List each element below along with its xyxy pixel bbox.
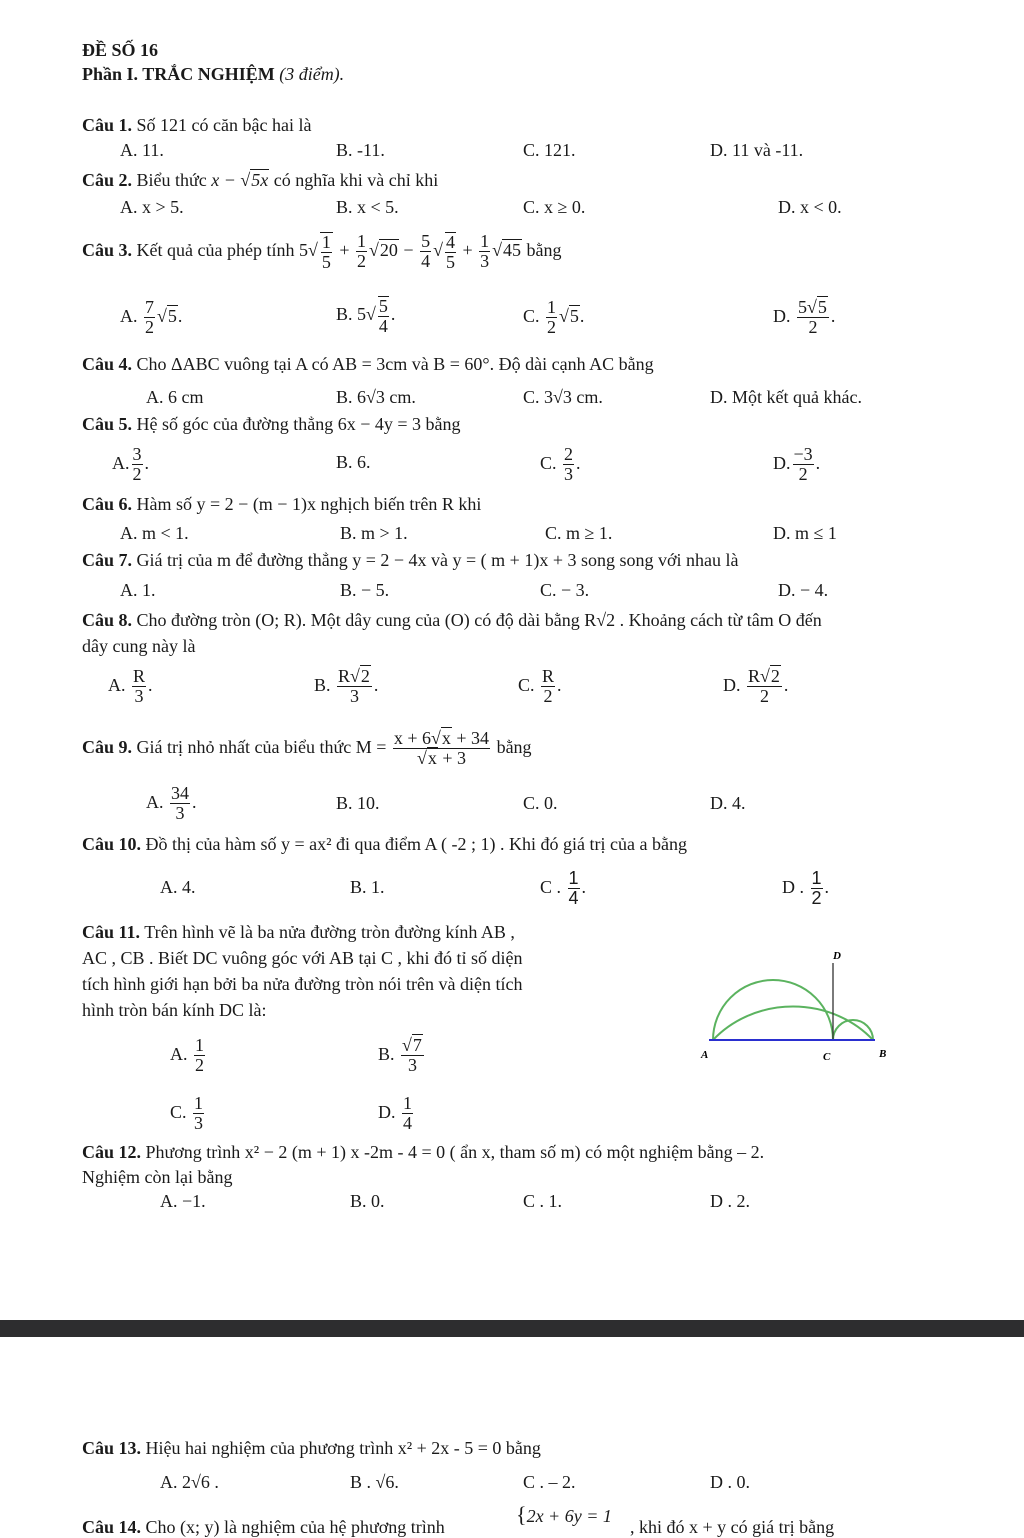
q1-option-d: D. 11 và -11. (710, 140, 804, 160)
q13-option-c: C . – 2. (523, 1472, 576, 1492)
q10-option-a: A. 4. (160, 877, 196, 897)
q9-option-d: D. 4. (710, 793, 746, 813)
q2-option-c: C. x ≥ 0. (523, 197, 586, 217)
q9-expression: $\frac{x + 6√x + 34}{√x + 3}$ (393, 728, 490, 769)
q9-option-a: A. $\frac{34}{3}$ . (146, 783, 197, 824)
question-2: Câu 2. Biểu thức x − √5x có nghĩa khi và chỉ khi (82, 170, 439, 190)
q10-option-d: D . $\frac{1}{2}$ . (782, 868, 830, 909)
q5-option-a: A. $\frac{3}{2}$ . (112, 444, 149, 485)
q7-option-a: A. 1. (120, 580, 156, 600)
question-1: Câu 1. Số 121 có căn bậc hai là (82, 115, 312, 135)
q8-option-b: B. $\frac{R√2}{3}$ . (314, 666, 379, 707)
question-7: Câu 7. Giá trị của m để đường thẳng y = 2 − 4x và y = ( m + 1)x + 3 song song với nhau là (82, 550, 739, 570)
q3-option-c: C. $\frac{1}{2}$ √5. (523, 297, 585, 338)
q4-option-a: A. 6 cm (146, 387, 204, 407)
q7-option-c: C. − 3. (540, 580, 590, 600)
q8-option-a: A. $\frac{R}{3}$ . (108, 666, 153, 707)
label-a: A (701, 1049, 709, 1061)
q11-option-c: C. $\frac{1}{3}$ (170, 1093, 204, 1134)
q12-option-c: C . 1. (523, 1191, 563, 1211)
q3-option-b: B. 5√ $\frac{5}{4}$ . (336, 295, 396, 336)
q2-option-a: A. x > 5. (120, 197, 184, 217)
q7-option-d: D. − 4. (778, 580, 829, 600)
q2-option-d: D. x < 0. (778, 197, 842, 217)
q3-expression: 5√ $\frac{1}{5}$ + $\frac{1}{2}$ √20 − $\frac{5}{4}$ √ $\frac{4}{5}$ + $\frac{1}{3}$ √45 (298, 231, 521, 272)
q11-option-a: A. $\frac{1}{2}$ (170, 1035, 204, 1076)
q5-option-b: B. 6. (336, 452, 371, 472)
q4-option-b: B. 6√3 cm. (336, 387, 416, 407)
semicircles-figure (695, 945, 895, 1065)
q11-option-b: B. $\frac{√7}{3}$ (378, 1035, 422, 1076)
q12-option-d: D . 2. (710, 1191, 750, 1211)
label-c: C (823, 1051, 831, 1063)
q13-option-a: A. 2√6 . (160, 1472, 219, 1492)
label-b: B (879, 1048, 887, 1060)
page-divider (0, 1320, 1024, 1337)
q13-option-d: D . 0. (710, 1472, 750, 1492)
semicircle-ab (713, 1007, 873, 1040)
q12-option-b: B. 0. (350, 1191, 385, 1211)
q6-option-d: D. m ≤ 1 (773, 523, 837, 543)
q2-expression: x − √5x (211, 170, 269, 190)
q8-option-c: C. $\frac{R}{2}$ . (518, 666, 562, 707)
question-13: Câu 13. Hiệu hai nghiệm của phương trình x² + 2x - 5 = 0 bằng (82, 1438, 541, 1458)
q1-option-b: B. -11. (336, 140, 385, 160)
q4-option-d: D. Một kết quả khác. (710, 387, 862, 407)
q3-option-a: A. $\frac{7}{2}$ √5. (120, 297, 183, 338)
question-3: Câu 3. Kết quả của phép tính 5√ $\frac{1}{5}$ + $\frac{1}{2}$ √20 − $\frac{5}{4}$ √ $\frac{4}{5}$ + $\frac{1}{3}$ √45 bằng (82, 231, 562, 272)
q6-option-a: A. m < 1. (120, 523, 189, 543)
q10-option-c: C . $\frac{1}{4}$ . (540, 868, 587, 909)
q2-option-b: B. x < 5. (336, 197, 399, 217)
q9-option-b: B. 10. (336, 793, 380, 813)
semicircle-ac (713, 980, 833, 1040)
question-12-line2: Nghiệm còn lại bằng (82, 1167, 233, 1187)
question-6: Câu 6. Hàm số y = 2 − (m − 1)x nghịch biến trên R khi (82, 494, 482, 514)
q5-option-c: C. $\frac{2}{3}$ . (540, 444, 581, 485)
label-d: D (833, 950, 841, 962)
question-14: Câu 14. Cho (x; y) là nghiệm của hệ phương trình (82, 1517, 445, 1537)
q3-option-d: D. $\frac{5√5}{2}$ . (773, 297, 836, 338)
q6-option-c: C. m ≥ 1. (545, 523, 613, 543)
q13-option-b: B . √6. (350, 1472, 399, 1492)
q14-system: {2x + 6y = 1 (516, 1502, 612, 1527)
q6-option-b: B. m > 1. (340, 523, 408, 543)
question-10: Câu 10. Đồ thị của hàm số y = ax² đi qua điểm A ( -2 ; 1) . Khi đó giá trị của a bằng (82, 834, 687, 854)
q4-option-c: C. 3√3 cm. (523, 387, 603, 407)
question-8-line2: dây cung này là (82, 636, 196, 656)
q14-tail: , khi đó x + y có giá trị bằng (630, 1517, 835, 1537)
question-11: Câu 11. Trên hình vẽ là ba nửa đường tròn đường kính AB , (82, 922, 515, 942)
exam-title: ĐỀ SỐ 16 (82, 40, 159, 60)
q10-option-b: B. 1. (350, 877, 385, 897)
question-12: Câu 12. Phương trình x² − 2 (m + 1) x -2m - 4 = 0 ( ẩn x, tham số m) có một nghiệm bằng – 2. (82, 1142, 765, 1162)
q9-option-c: C. 0. (523, 793, 558, 813)
q5-option-d: D. $\frac{-3}{2}$ . (773, 444, 821, 485)
q8-option-d: D. $\frac{R√2}{2}$ . (723, 666, 789, 707)
q1-option-c: C. 121. (523, 140, 576, 160)
q11-option-d: D. $\frac{1}{4}$ (378, 1093, 412, 1134)
q7-option-b: B. − 5. (340, 580, 390, 600)
q12-option-a: A. −1. (160, 1191, 206, 1211)
q1-option-a: A. 11. (120, 140, 164, 160)
question-9: Câu 9. Giá trị nhỏ nhất của biểu thức M = $\frac{x + 6√x + 34}{√x + 3}$ bằng (82, 728, 532, 769)
question-5: Câu 5. Hệ số góc của đường thẳng 6x − 4y = 3 bằng (82, 414, 461, 434)
question-11-line3: tích hình giới hạn bởi ba nửa đường tròn nói trên và diện tích (82, 974, 523, 994)
question-11-line2: AC , CB . Biết DC vuông góc với AB tại C , khi đó tỉ số diện (82, 948, 523, 968)
question-8: Câu 8. Cho đường tròn (O; R). Một dây cung của (O) có độ dài bằng R√2 . Khoảng cách từ tâm O đến (82, 610, 822, 630)
question-4: Câu 4. Cho ΔABC vuông tại A có AB = 3cm và B = 60°. Độ dài cạnh AC bằng (82, 354, 654, 374)
question-11-line4: hình tròn bán kính DC là: (82, 1000, 267, 1020)
part-title: Phần I. TRẮC NGHIỆM (3 điểm). (82, 64, 345, 84)
